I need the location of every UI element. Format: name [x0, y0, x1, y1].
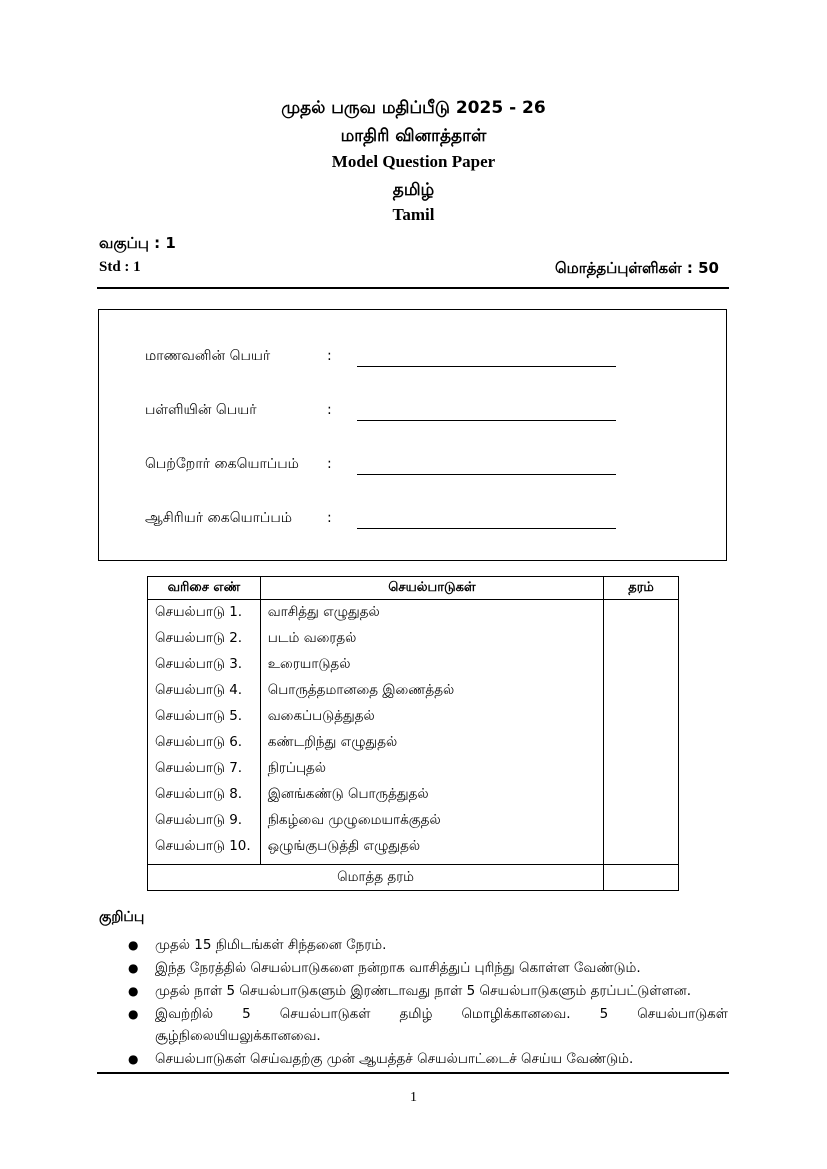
grade-cell[interactable]	[604, 626, 679, 652]
activity-name: வகைப்படுத்துதல்	[260, 704, 603, 730]
activities-table	[147, 576, 679, 891]
activity-number: செயல்பாடு 4.	[148, 678, 261, 704]
grade-cell[interactable]	[604, 756, 679, 782]
table-row	[148, 600, 679, 627]
activity-name: பொருத்தமானதை இணைத்தல்	[260, 678, 603, 704]
exam-title: முதல் பருவ மதிப்பீடு 2025 - 26	[281, 98, 546, 118]
student-name-label: மாணவனின் பெயர்	[145, 348, 271, 364]
student-name-field[interactable]	[357, 366, 616, 367]
activity-number: செயல்பாடு 8.	[148, 782, 261, 808]
grade-cell[interactable]	[604, 730, 679, 756]
subject-tamil: தமிழ்	[392, 180, 435, 200]
teacher-signature-field[interactable]	[357, 528, 616, 529]
activity-number: செயல்பாடு 10.	[148, 834, 261, 865]
class-tamil: வகுப்பு : 1	[99, 234, 176, 252]
list-item: ● முதல் 15 நிமிடங்கள் சிந்தனை நேரம்.	[128, 934, 728, 956]
grade-cell[interactable]	[604, 704, 679, 730]
footer-divider	[97, 1072, 729, 1074]
activity-number: செயல்பாடு 9.	[148, 808, 261, 834]
activity-number: செயல்பாடு 6.	[148, 730, 261, 756]
activity-name: ஒழுங்குபடுத்தி எழுதுதல்	[260, 834, 603, 865]
field-colon: :	[327, 402, 332, 418]
activity-name: உரையாடுதல்	[260, 652, 603, 678]
activity-name: வாசித்து எழுதுதல்	[260, 600, 603, 627]
header-activities: செயல்பாடுகள்	[260, 577, 603, 600]
grade-cell[interactable]	[604, 652, 679, 678]
student-name-row	[99, 348, 726, 372]
student-info-box	[98, 309, 727, 561]
table-row	[148, 652, 679, 678]
activity-name: நிகழ்வை முழுமையாக்குதல்	[260, 808, 603, 834]
header-grade: தரம்	[604, 577, 679, 600]
list-item: ● இவற்றில் 5 செயல்பாடுகள் தமிழ் மொழிக்கானவை. 5 செயல்பாடுகள் சூழ்நிலையியலுக்கானவை.	[128, 1003, 728, 1047]
table-row	[148, 756, 679, 782]
grade-cell[interactable]	[604, 600, 679, 627]
parent-signature-row	[99, 456, 726, 480]
notes-heading: குறிப்பு	[99, 909, 145, 925]
teacher-signature-row	[99, 510, 726, 534]
activity-name: படம் வரைதல்	[260, 626, 603, 652]
list-item: ● முதல் நாள் 5 செயல்பாடுகளும் இரண்டாவது நாள் 5 செயல்பாடுகளும் தரப்பட்டுள்ளன.	[128, 980, 728, 1002]
page-number: 1	[410, 1090, 417, 1105]
parent-signature-field[interactable]	[357, 474, 616, 475]
notes-list	[128, 934, 728, 1071]
activity-number: செயல்பாடு 2.	[148, 626, 261, 652]
grade-cell[interactable]	[604, 782, 679, 808]
school-name-label: பள்ளியின் பெயர்	[145, 402, 257, 418]
table-row	[148, 626, 679, 652]
table-header-row	[148, 577, 679, 600]
total-grade-cell[interactable]	[604, 865, 679, 891]
paper-type-english: Model Question Paper	[331, 152, 496, 171]
class-english: Std : 1	[99, 259, 141, 275]
paper-type-tamil: மாதிரி வினாத்தாள்	[340, 126, 487, 146]
activity-name: நிரப்புதல்	[260, 756, 603, 782]
grade-cell[interactable]	[604, 808, 679, 834]
table-row	[148, 730, 679, 756]
teacher-signature-label: ஆசிரியர் கையொப்பம்	[145, 510, 293, 526]
field-colon: :	[327, 348, 332, 364]
activity-name: கண்டறிந்து எழுதுதல்	[260, 730, 603, 756]
field-colon: :	[327, 510, 332, 526]
total-row	[148, 865, 679, 891]
activity-number: செயல்பாடு 7.	[148, 756, 261, 782]
table-row	[148, 782, 679, 808]
header-serial-no: வரிசை எண்	[148, 577, 261, 600]
total-grade-label: மொத்த தரம்	[148, 865, 604, 891]
field-colon: :	[327, 456, 332, 472]
grade-cell[interactable]	[604, 834, 679, 865]
list-item: ● இந்த நேரத்தில் செயல்பாடுகளை நன்றாக வாசித்துப் புரிந்து கொள்ள வேண்டும்.	[128, 957, 728, 979]
school-name-row	[99, 402, 726, 426]
activity-number: செயல்பாடு 1.	[148, 600, 261, 627]
activity-name: இனங்கண்டு பொருத்துதல்	[260, 782, 603, 808]
activity-number: செயல்பாடு 5.	[148, 704, 261, 730]
activity-number: செயல்பாடு 3.	[148, 652, 261, 678]
table-row	[148, 808, 679, 834]
school-name-field[interactable]	[357, 420, 616, 421]
parent-signature-label: பெற்றோர் கையொப்பம்	[145, 456, 299, 472]
table-row	[148, 704, 679, 730]
list-item: ● செயல்பாடுகள் செய்வதற்கு முன் ஆயத்தச் செயல்பாட்டைச் செய்ய வேண்டும்.	[128, 1048, 728, 1070]
total-marks: மொத்தப்புள்ளிகள் : 50	[554, 259, 719, 277]
table-row	[148, 678, 679, 704]
header-divider	[97, 287, 729, 289]
table-row	[148, 834, 679, 865]
subject-english: Tamil	[392, 205, 435, 224]
grade-cell[interactable]	[604, 678, 679, 704]
